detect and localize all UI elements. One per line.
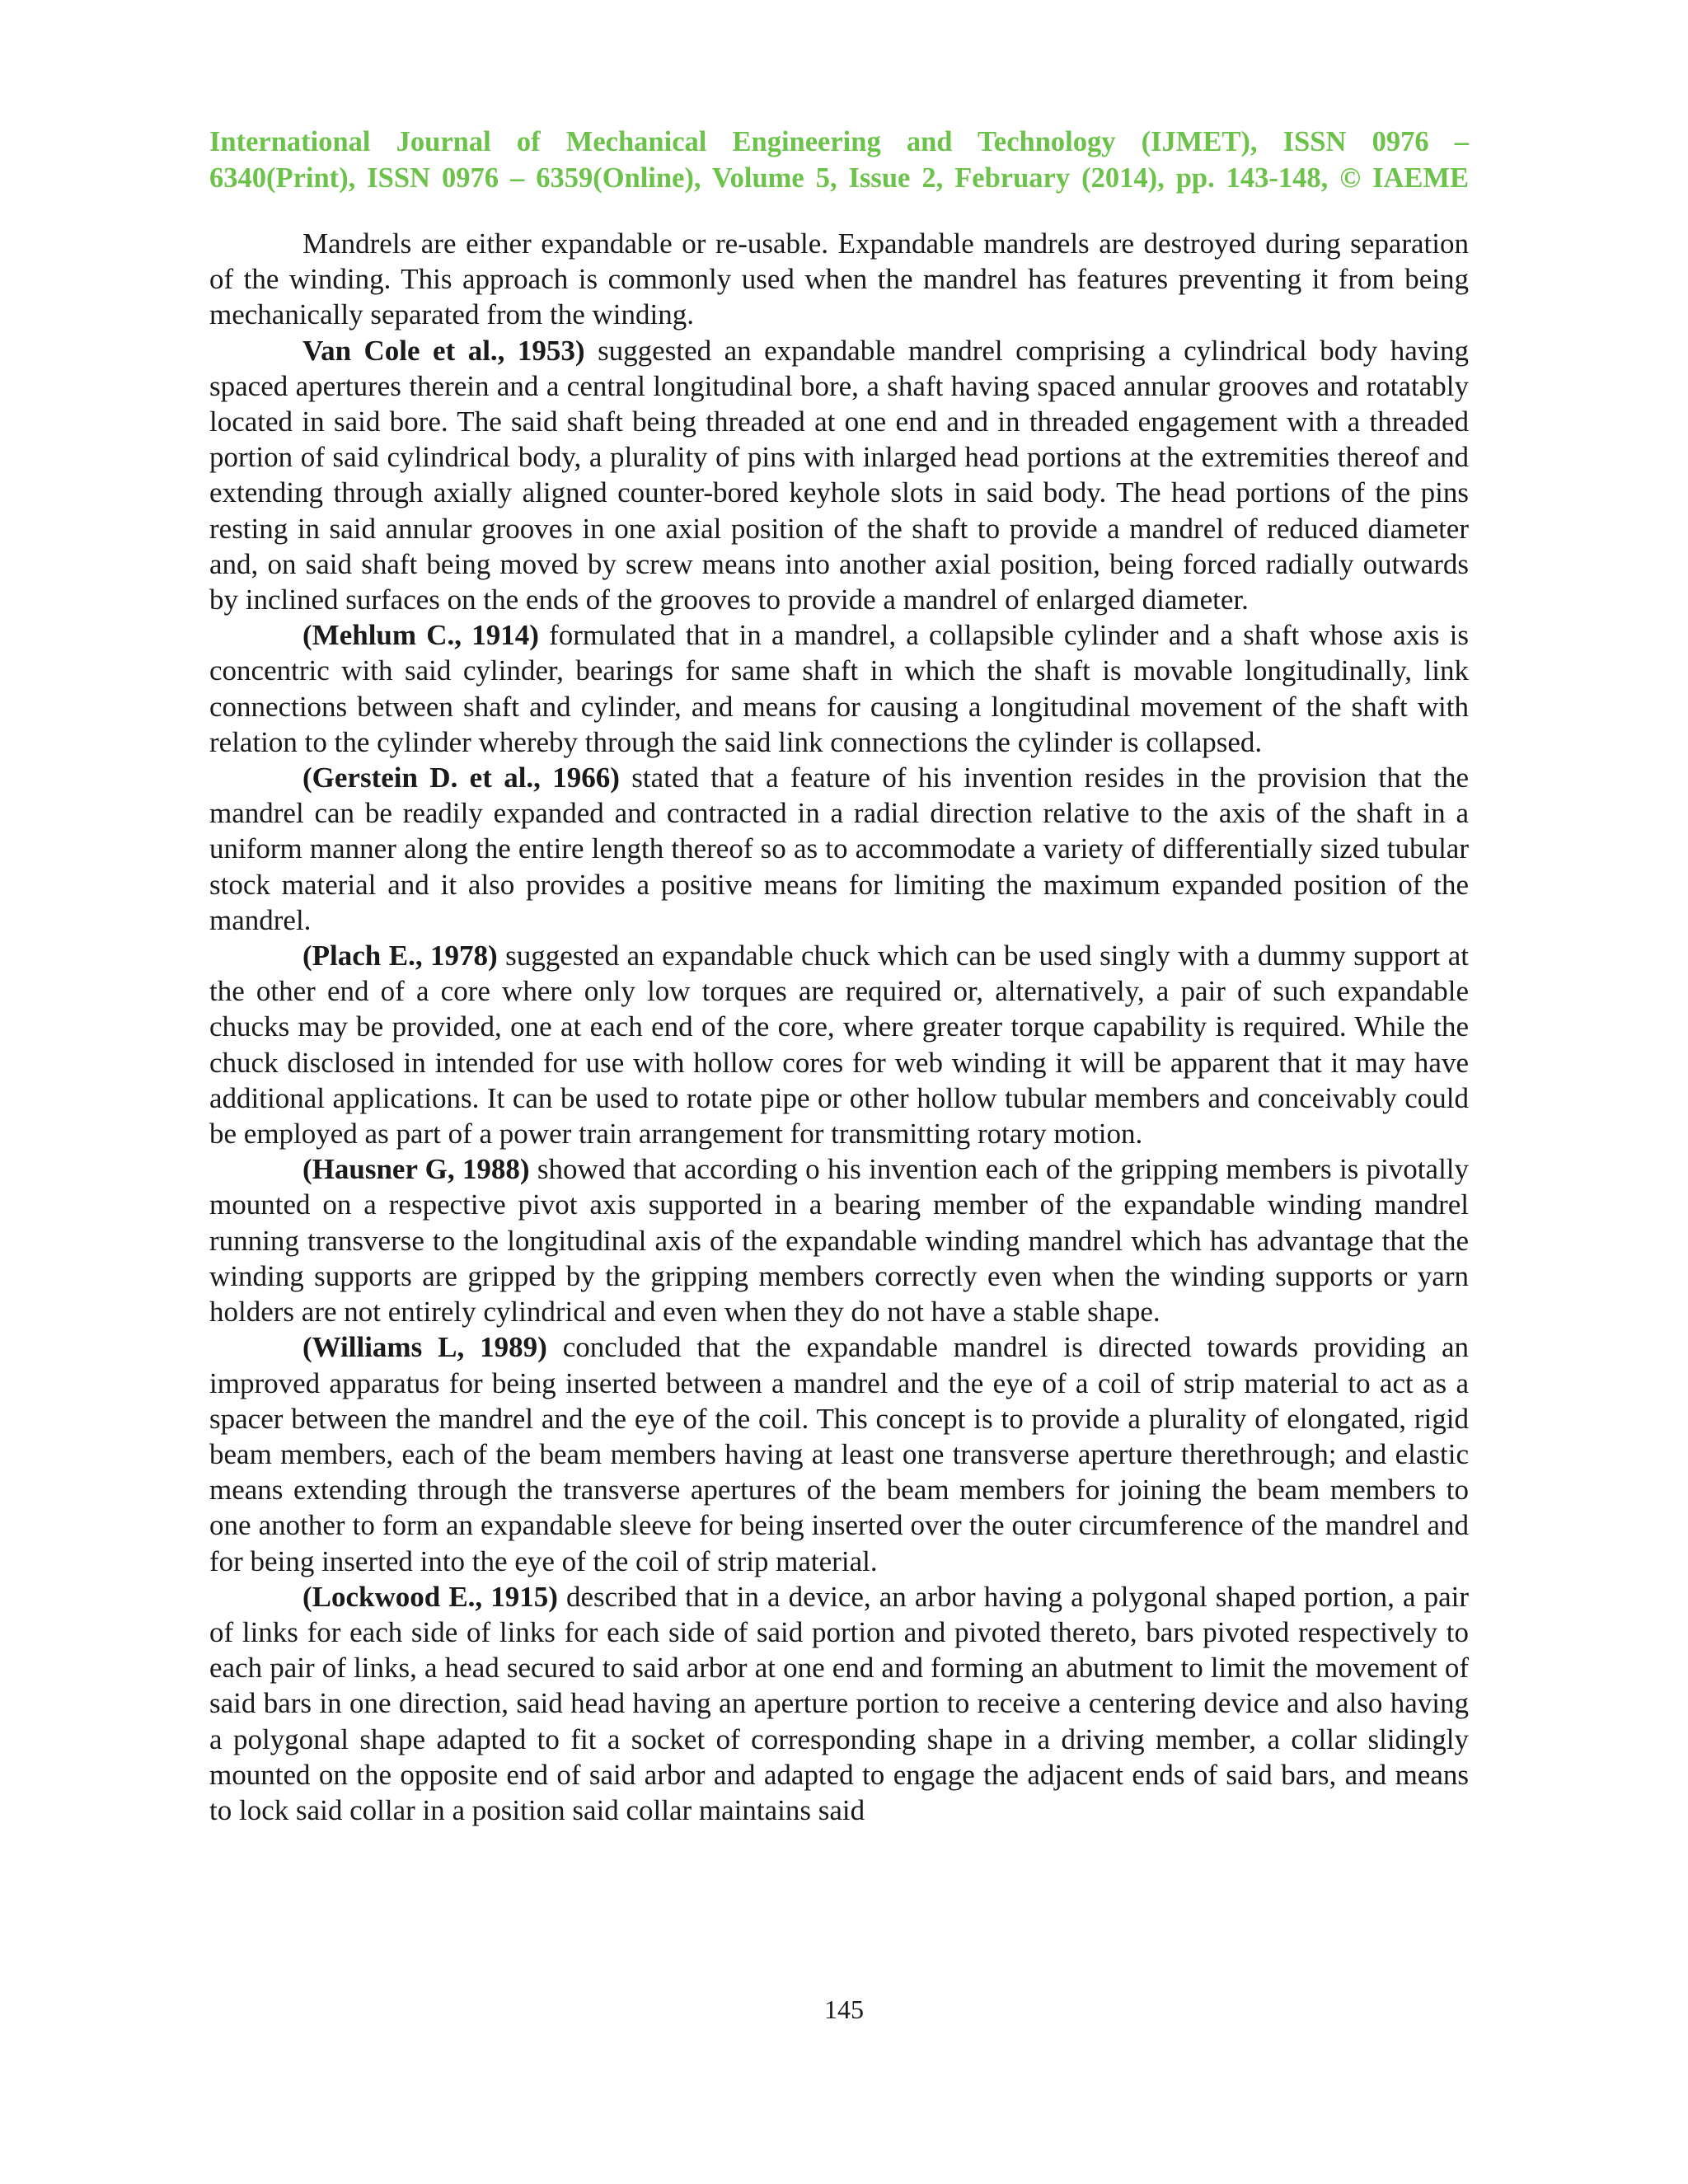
paper-page bbox=[209, 124, 1469, 1828]
paragraph-williams bbox=[209, 1329, 1469, 1578]
page-number: 145 bbox=[824, 1994, 864, 2024]
paragraph-text: stated that a feature of his invention resides in the provision that the mandrel can be readily expanded and contracted in a radial direction relative to the axis of the shaft in a uniform manner along the entire length thereof so as to accommodate a variety of differentially sized tubular stock material and it also provides a positive means for limiting the maximum expanded position of the mandrel. bbox=[209, 762, 1470, 936]
citation: (Hausner G, 1988) bbox=[302, 1153, 530, 1186]
citation: (Plach E., 1978) bbox=[302, 940, 498, 972]
paragraph-text: formulated that in a mandrel, a collapsible cylinder and a shaft whose axis is concentric with said cylinder, bearings for same shaft in which the shaft is movable longitudinally, link connections between shaft and cylinder, and means for causing a longitudinal movement of the shaft with relation to the cylinder whereby through the said link connections the cylinder is collapsed. bbox=[209, 619, 1469, 758]
paragraph-van-cole bbox=[209, 333, 1469, 618]
paragraph-hausner bbox=[209, 1151, 1469, 1329]
paragraph-plach bbox=[209, 938, 1469, 1151]
citation: (Gerstein D. et al., 1966) bbox=[302, 762, 620, 794]
citation: Van Cole et al., 1953) bbox=[302, 334, 585, 367]
journal-header-line2: 6340(Print), ISSN 0976 – 6359(Online), Volume 5, Issue 2, February (2014), pp. 143-148, © IAEME bbox=[209, 162, 1469, 194]
paragraph-text: concluded that the expandable mandrel is directed towards providing an improved apparatus for being inserted between a mandrel and the eye of a coil of strip material to act as a spacer between the mandrel and the eye of the coil. This concept is to provide a plurality of elongated, rigid beam members, each of the beam members having at least one transverse aperture therethrough; and elastic means extending through the transverse apertures of the beam members for joining the beam members to one another to form an expandable sleeve for being inserted over the outer circumference of the mandrel and for being inserted into the eye of the coil of strip material. bbox=[209, 1331, 1470, 1577]
paragraph-text: described that in a device, an arbor having a polygonal shaped portion, a pair of links for each side of links for each side of said portion and pivoted thereto, bars pivoted respectively to each pair of links, a head secured to said arbor at one end and forming an abutment to limit the movement of said bars in one direction, said head having an aperture portion to receive a centering device and also having a polygonal shape adapted to fit a socket of corresponding shape in a driving member, a collar slidingly mounted on the opposite end of said arbor and adapted to engage the adjacent ends of said bars, and means to lock said collar in a position said collar maintains said bbox=[209, 1580, 1469, 1826]
paragraph-text: suggested an expandable chuck which can be used singly with a dummy support at the other end of a core where only low torques are required or, alternatively, a pair of such expandable chucks may be provided, one at each end of the core, where greater torque capability is required. While the chuck disclosed in intended for use with hollow cores for web winding it will be apparent that it may have additional applications. It can be used to rotate pipe or other hollow tubular members and conceivably could be employed as part of a power train arrangement for transmitting rotary motion. bbox=[209, 940, 1469, 1151]
paragraph-intro bbox=[209, 226, 1469, 333]
journal-header bbox=[209, 124, 1469, 196]
paragraph-text: showed that according o his invention each of the gripping members is pivotally mounted on a respective pivot axis supported in a bearing member of the expandable winding mandrel running transverse to the longitudinal axis of the expandable winding mandrel which has advantage that the winding supports are gripped by the gripping members correctly even when the winding supports or yarn holders are not entirely cylindrical and even when they do not have a stable shape. bbox=[209, 1153, 1470, 1329]
citation: (Mehlum C., 1914) bbox=[302, 619, 539, 652]
citation: (Lockwood E., 1915) bbox=[302, 1580, 558, 1613]
citation: (Williams L, 1989) bbox=[302, 1331, 547, 1364]
paragraph-lockwood bbox=[209, 1579, 1469, 1828]
paragraph-text: suggested an expandable mandrel comprising a cylindrical body having spaced apertures therein and a central longitudinal bore, a shaft having spaced annular grooves and rotatably located in said bore. The said shaft being threaded at one end and in threaded engagement with a threaded portion of said cylindrical body, a plurality of pins with inlarged head portions at the extremities thereof and extending through axially aligned counter-bored keyhole slots in said body. The head portions of the pins resting in said annular grooves in one axial position of the shaft to provide a mandrel of reduced diameter and, on said shaft being moved by screw means into another axial position, being forced radially outwards by inclined surfaces on the ends of the grooves to provide a mandrel of enlarged diameter. bbox=[209, 334, 1469, 616]
paragraph-mehlum bbox=[209, 617, 1469, 760]
journal-header-line1: International Journal of Mechanical Engineering and Technology (IJMET), ISSN 0976 – bbox=[209, 126, 1469, 157]
paragraph-text: Mandrels are either expandable or re-usable. Expandable mandrels are destroyed during separation of the winding. This approach is commonly used when the mandrel has features preventing it from being mechanically separated from the winding. bbox=[209, 227, 1469, 331]
paragraph-gerstein bbox=[209, 760, 1469, 938]
body-text bbox=[209, 226, 1469, 1828]
